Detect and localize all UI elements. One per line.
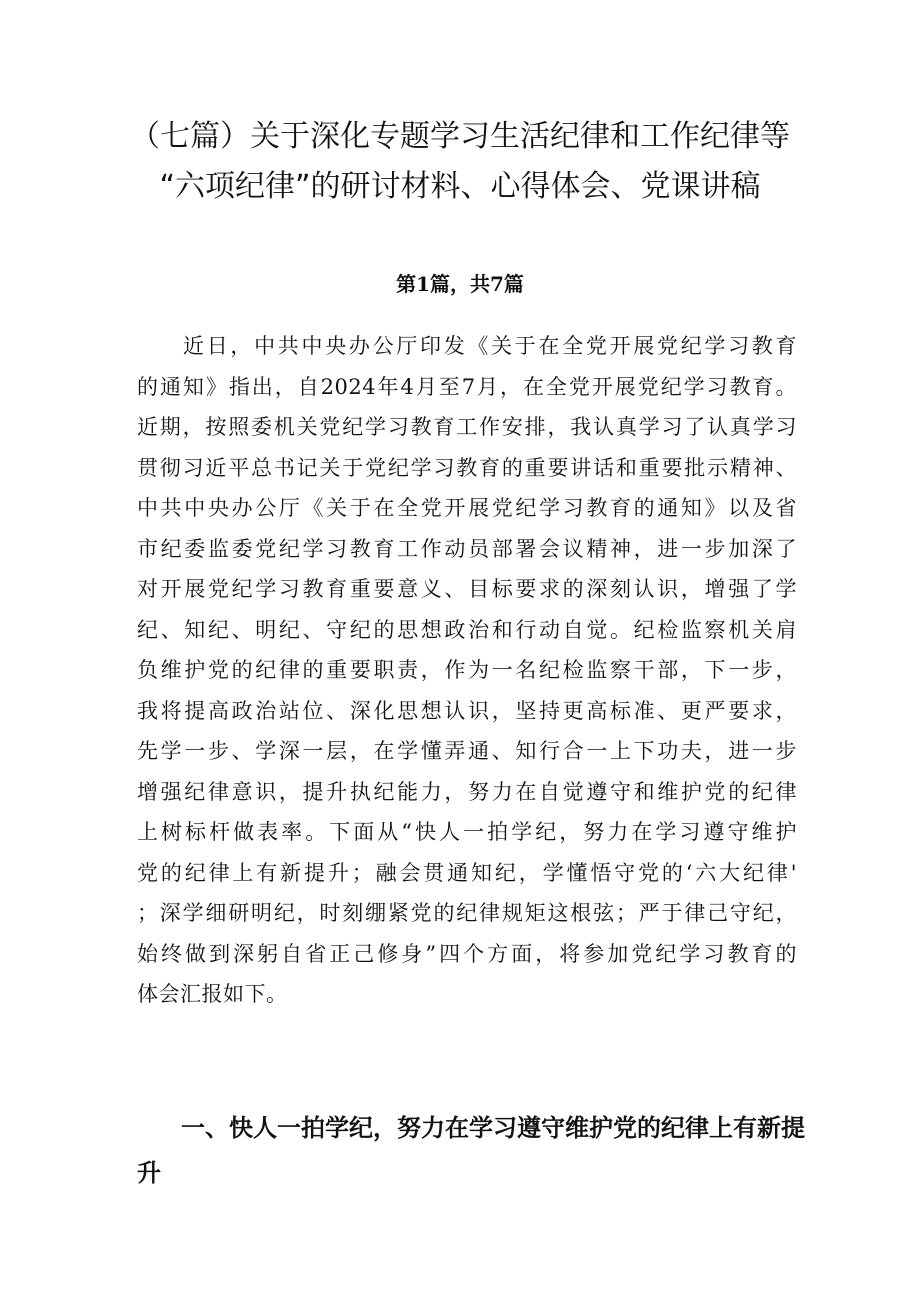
paragraph-line: ；深学细研明纪，时刻绷紧党的纪律规矩这根弦；严于律己守纪， [137,901,797,925]
paragraph-line: 先学一步、学深一层，在学懂弄通、知行合一上下功夫，进一步 [137,739,797,763]
part-indicator: 第1篇，共7篇 [396,272,524,296]
section-heading-line: 升 [137,1159,161,1187]
paragraph-line: 体会汇报如下。 [137,982,288,1006]
document-title [0,112,920,212]
paragraph-line: 我将提高政治站位、深化思想认识，坚持更高标准、更严要求， [137,698,797,723]
paragraph-line: 近期，按照委机关党纪学习教育工作安排，我认真学习了认真学习 [137,415,797,439]
paragraph-line: 对开展党纪学习教育重要意义、目标要求的深刻认识，增强了学 [137,577,797,601]
paragraph-line: 上树标杆做表率。下面从“快人一拍学纪，努力在学习遵守维护 [137,820,797,844]
paragraph-line: 负维护党的纪律的重要职责，作为一名纪检监察干部，下一步， [137,658,797,682]
paragraph-line: 始终做到深躬自省正己修身”四个方面，将参加党纪学习教育的 [137,941,797,966]
paragraph-line: 贯彻习近平总书记关于党纪学习教育的重要讲话和重要批示精神、 [137,455,797,480]
paragraph-line: 近日，中共中央办公厅印发《关于在全党开展党纪学习教育 [183,334,797,358]
paragraph-line: 党的纪律上有新提升；融会贯通知纪，学懂悟守党的‘六大纪律' [137,860,797,885]
paragraph-line: 的通知》指出，自2024年4月至7月，在全党开展党纪学习教育。 [137,374,797,399]
title-line-1: （七篇）关于深化专题学习生活纪律和工作纪律等 [130,119,790,154]
paragraph-line: 中共中央办公厅《关于在全党开展党纪学习教育的通知》以及省 [137,496,797,520]
paragraph-line: 市纪委监委党纪学习教育工作动员部署会议精神，进一步加深了 [137,536,797,561]
section-heading-line: 一、快人一拍学纪，努力在学习遵守维护党的纪律上有新提 [181,1114,805,1142]
paragraph-line: 纪、知纪、明纪、守纪的思想政治和行动自觉。纪检监察机关肩 [137,617,797,642]
section-heading [137,1106,805,1196]
paragraph-line: 增强纪律意识，提升执纪能力，努力在自觉遵守和维护党的纪律 [137,779,797,804]
title-line-2: “六项纪律”的研讨材料、心得体会、党课讲稿 [159,169,761,204]
intro-paragraph [137,326,797,1015]
